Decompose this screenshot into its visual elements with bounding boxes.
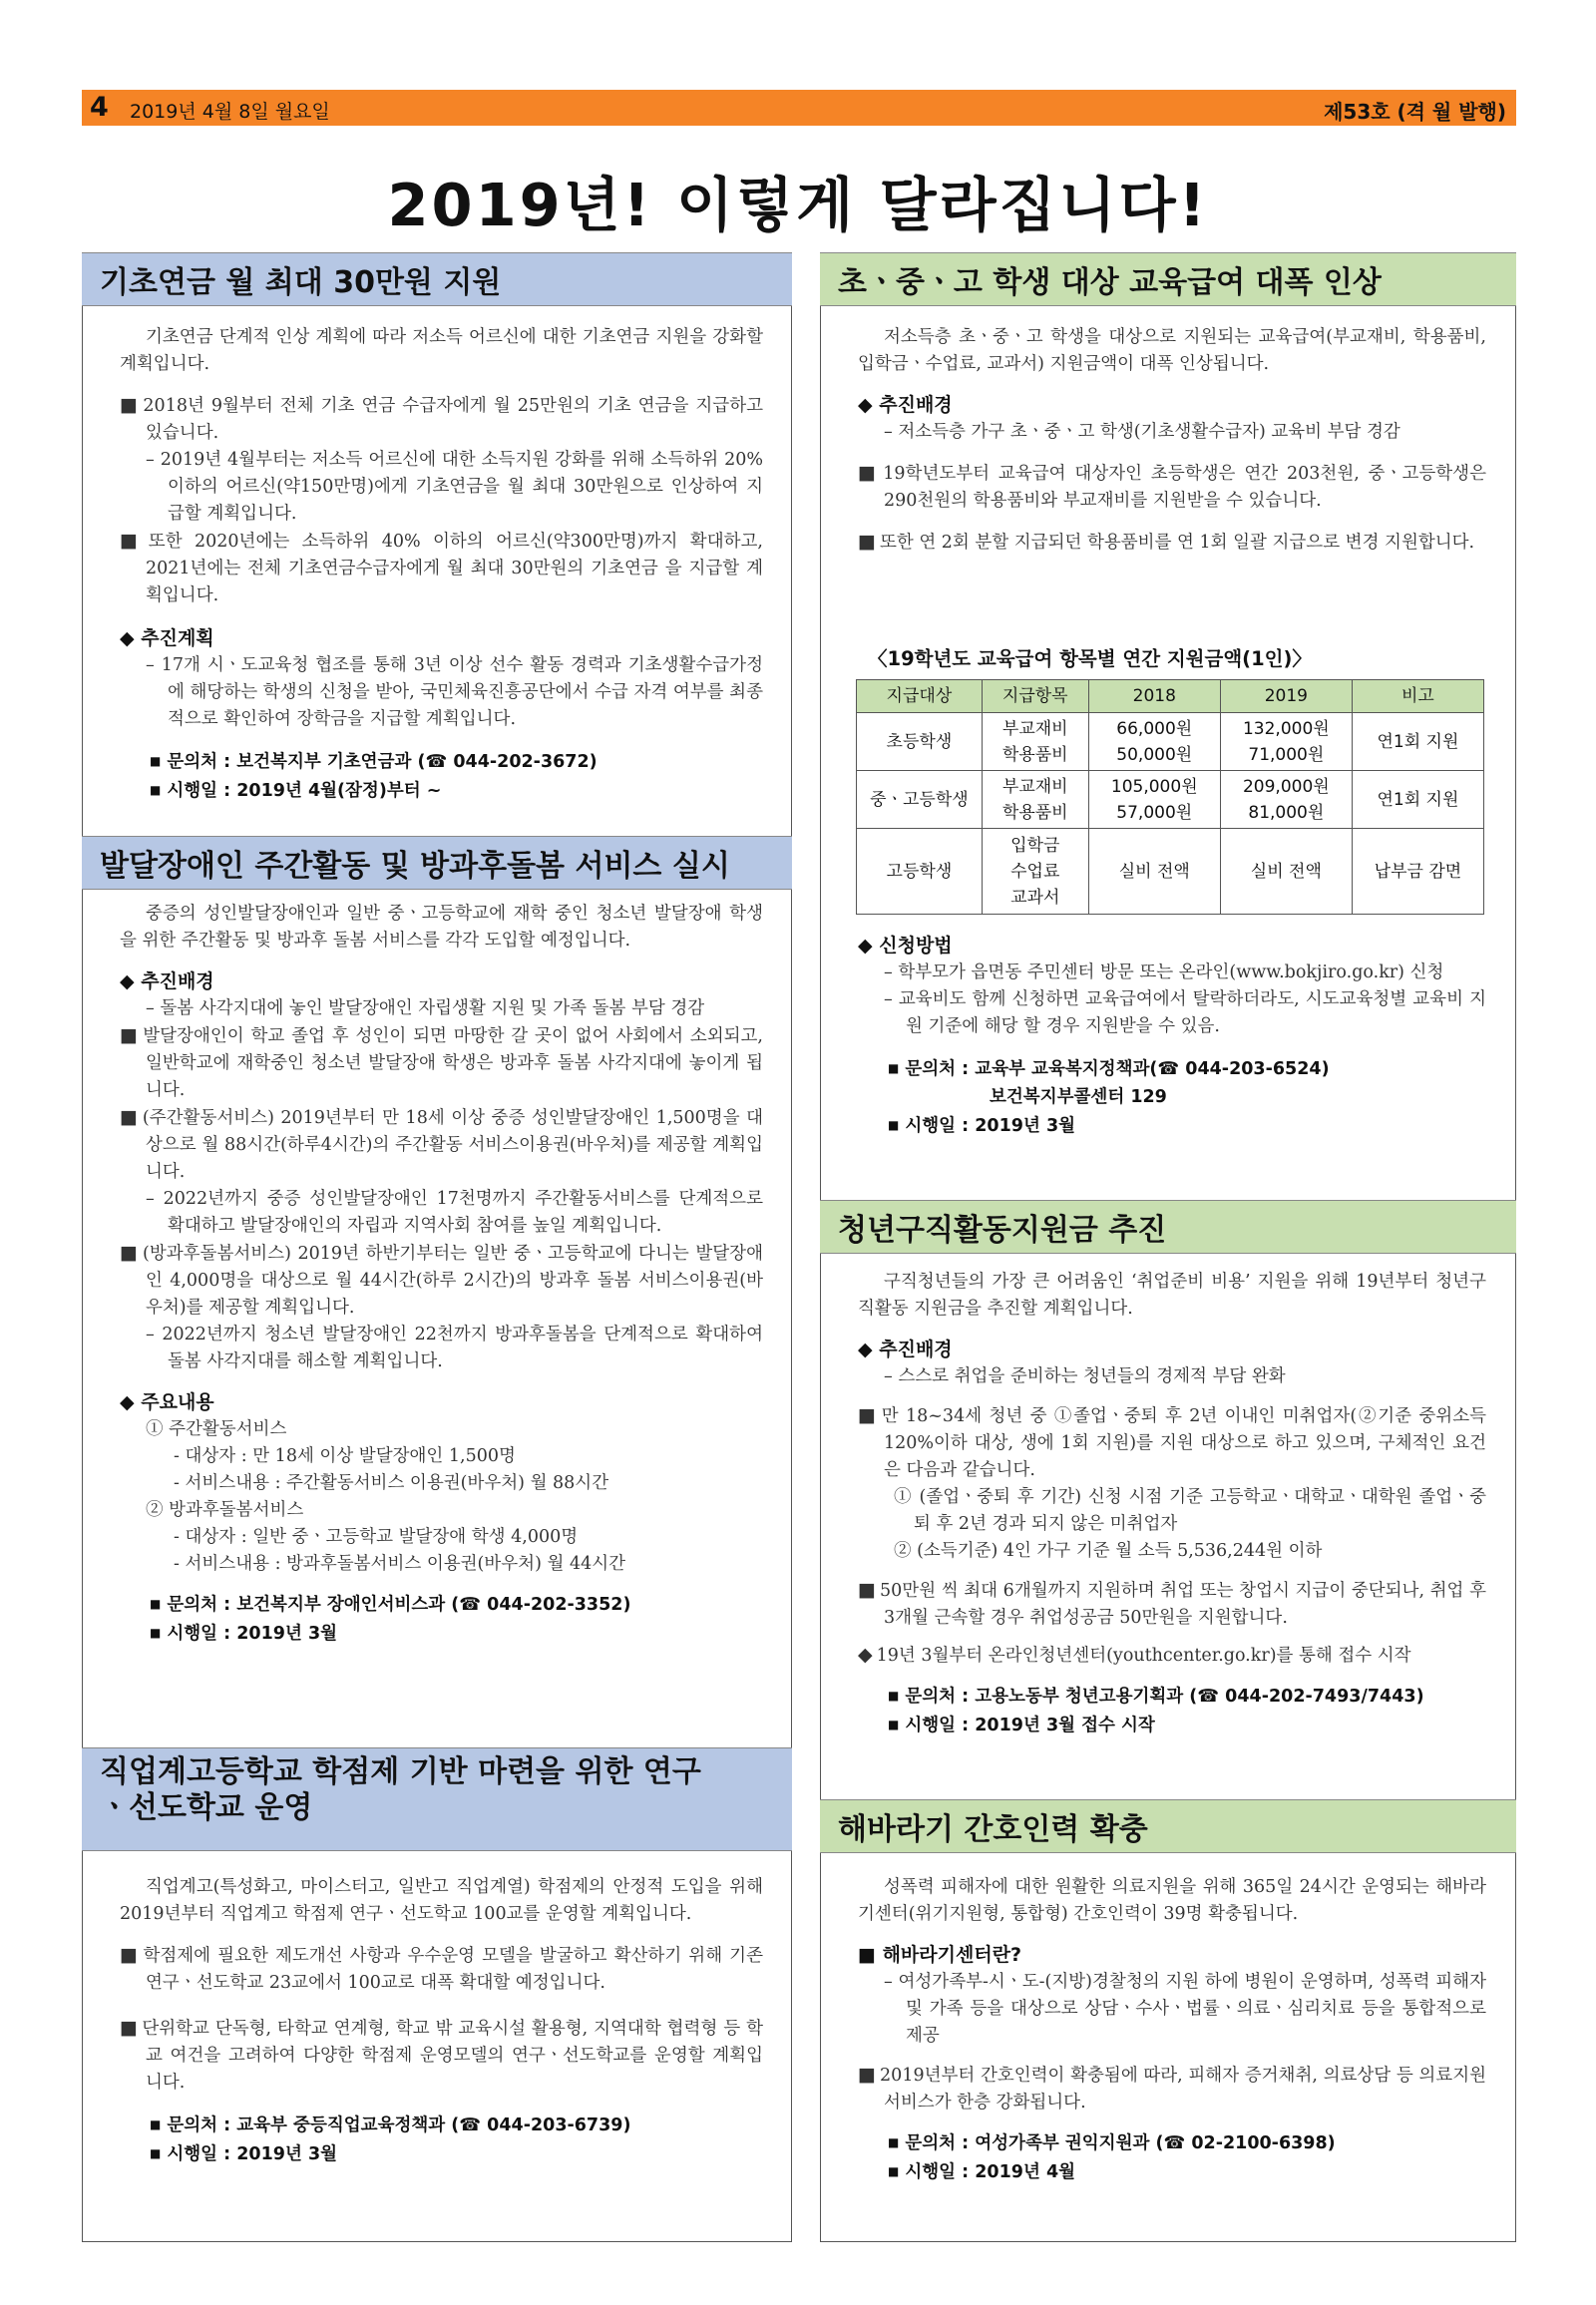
education-contact-2: 보건복지부콜센터 129 <box>990 1087 1167 1107</box>
sunflower-intro: 성폭력 피해자에 대한 원활한 의료지원을 위해 365일 24시간 운영되는 해바라기센터(위기지원형, 통합형) 간호인력이 39명 확충됩니다. <box>858 1877 1486 1924</box>
education-bullet-1: ■ 19학년도부터 교육급여 대상자인 초등학생은 연간 203천원, 중ㆍ고등학생은 290천원의 학용품비와 부교재비를 지원받을 수 있습니다. <box>858 462 1486 511</box>
page-header-bar <box>82 90 1516 126</box>
youth-bg-heading: ◆ 추진배경 <box>858 1339 953 1360</box>
vocational-bullet-2: ■ 단위학교 단독형, 타학교 연계형, 학교 밖 교육시설 활용형, 지역대학 협력형 등 학교 여건을 고려하여 다양한 학점제 운영모델의 연구ㆍ선도학교를 운영할 계획입니다. <box>120 2017 764 2093</box>
table-cell: 연1회 지원 <box>1352 713 1483 771</box>
table-caption: 〈19학년도 교육급여 항목별 연간 지원금액(1인)〉 <box>868 647 1312 670</box>
table-cell: 초등학생 <box>857 713 983 771</box>
section-title-sunflower: 해바라기 간호인력 확충 <box>820 1799 1516 1853</box>
disability-main-item-1: ① 주간활동서비스 <box>146 1419 287 1439</box>
pension-bullet-2: ■ 또한 2020년에는 소득하위 40% 이하의 어르신(약300만명)까지 확대하고, 2021년에는 전체 기초연금수급자에게 월 최대 30만원의 기초연금 을 지급할 계획입니다. <box>120 530 763 605</box>
education-intro: 저소득층 초ㆍ중ㆍ고 학생을 대상으로 지원되는 교육급여(부교재비, 학용품비, 입학금ㆍ수업료, 교과서) 지원금액이 대폭 인상됩니다. <box>858 327 1486 374</box>
sunflower-date: ■ 시행일 : 2019년 4월 <box>888 2162 1076 2182</box>
disability-main-item-1b: - 서비스내용 : 주간활동서비스 이용권(바우처) 월 88시간 <box>174 1473 609 1493</box>
pension-plan-heading: ◆ 추진계획 <box>120 627 214 649</box>
table-cell: 실비 전액 <box>1220 829 1352 915</box>
table-cell: 132,000원 71,000원 <box>1220 713 1352 771</box>
disability-main-item-2: ② 방과후돌봄서비스 <box>146 1500 304 1520</box>
vocational-intro: 직업계고(특성화고, 마이스터고, 일반고 직업계열) 학점제의 안정적 도입을 위해 2019년부터 직업계고 학점제 연구ㆍ선도학교 100교를 운영할 계획입니다. <box>120 1877 763 1924</box>
disability-main-item-2b: - 서비스내용 : 방과후돌봄서비스 이용권(바우처) 월 44시간 <box>174 1554 626 1574</box>
disability-section <box>120 901 763 1648</box>
disability-main-heading: ◆ 주요내용 <box>120 1391 214 1413</box>
youth-condition-1: ① (졸업ㆍ중퇴 후 기간) 신청 시점 기준 고등학교ㆍ대학교ㆍ대학원 졸업ㆍ중퇴 후 2년 경과 되지 않은 미취업자 <box>894 1487 1486 1534</box>
youth-date: ■ 시행일 : 2019년 3월 접수 시작 <box>888 1716 1155 1735</box>
education-benefit-table <box>856 679 1484 915</box>
table-cell: 209,000원 81,000원 <box>1220 771 1352 829</box>
table-row <box>857 771 1484 829</box>
sunflower-q-heading: ■ 해바라기센터란? <box>858 1944 1022 1966</box>
issue-number: 제53호 (격 월 발행) <box>1324 100 1506 124</box>
disability-main-item-1a: - 대상자 : 만 18세 이상 발달장애인 1,500명 <box>174 1446 516 1466</box>
youth-bullet-3: ◆ 19년 3월부터 온라인청년센터(youthcenter.go.kr)를 통해 접수 시작 <box>858 1644 1411 1666</box>
education-bg-heading: ◆ 추진배경 <box>858 394 953 416</box>
disability-contact: ■ 문의처 : 보건복지부 장애인서비스과 (☎ 044-202-3352) <box>150 1595 631 1615</box>
section-title-vocational <box>82 1747 792 1851</box>
table-cell: 105,000원 57,000원 <box>1088 771 1220 829</box>
vocational-title-line-1: 직업계고등학교 학점제 기반 마련을 위한 연구 <box>100 1754 701 1789</box>
youth-section <box>858 1269 1486 1739</box>
sunflower-section <box>858 1874 1486 2186</box>
pension-plan-text: – 17개 시ㆍ도교육청 협조를 통해 3년 이상 선수 활동 경력과 기초생활수급가정에 해당하는 학생의 신청을 받아, 국민체육진흥공단에서 수급 자격 여부를 최종적으로 확인하여 장학금을 지급할 계획입니다. <box>146 655 763 729</box>
main-title: 2019년! 이렇게 달라집니다! <box>387 171 1209 239</box>
table-header-cell: 지급대상 <box>857 680 983 713</box>
disability-intro: 중증의 성인발달장애인과 일반 중ㆍ고등학교에 재학 중인 청소년 발달장애 학생을 위한 주간활동 및 방과후 돌봄 서비스를 각각 도입할 예정입니다. <box>120 904 763 951</box>
sunflower-contact: ■ 문의처 : 여성가족부 권익지원과 (☎ 02-2100-6398) <box>888 2133 1336 2153</box>
vocational-bullet-1: ■ 학점제에 필요한 제도개선 사항과 우수운영 모델을 발굴하고 확산하기 위해 기존 연구ㆍ선도학교 23교에서 100교로 대폭 확대할 예정입니다. <box>120 1944 763 1993</box>
disability-bullet-1: ■ 발달장애인이 학교 졸업 후 성인이 되면 마땅한 갈 곳이 없어 사회에서 소외되고, 일반학교에 재학중인 청소년 발달장애 학생은 방과후 돌봄 사각지대에 놓이게 됩니다. <box>120 1024 763 1100</box>
youth-intro: 구직청년들의 가장 큰 어려움인 ‘취업준비 비용’ 지원을 위해 19년부터 청년구직활동 지원금을 추진할 계획입니다. <box>858 1272 1486 1319</box>
disability-bullet-3: ■ (방과후돌봄서비스) 2019년 하반기부터는 일반 중ㆍ고등학교에 다니는 발달장애인 4,000명을 대상으로 월 44시간(하루 2시간)의 방과후 돌봄 서비스이용권(바우처)를 제공할 계획입니다. <box>120 1242 763 1318</box>
table-header-cell: 비고 <box>1352 680 1483 713</box>
education-bullet-2: ■ 또한 연 2회 분할 지급되던 학용품비를 연 1회 일괄 지급으로 변경 지원합니다. <box>858 531 1475 553</box>
disability-bullet-2: ■ (주간활동서비스) 2019년부터 만 18세 이상 중증 성인발달장애인 1,500명을 대상으로 월 88시간(하루4시간)의 주간활동 서비스이용권(바우처)를 제공할 계획입니다. <box>120 1106 764 1182</box>
section-title-youth: 청년구직활동지원금 추진 <box>820 1200 1516 1254</box>
disability-date: ■ 시행일 : 2019년 3월 <box>150 1624 338 1644</box>
table-cell: 고등학생 <box>857 829 983 915</box>
pension-bullet-1-sub: – 2019년 4월부터는 저소득 어르신에 대한 소득지원 강화를 위해 소득하위 20% 이하의 어르신(약150만명)에게 기초연금을 월 최대 30만원으로 인상하여 지급할 계획입니다. <box>146 450 763 524</box>
table-cell: 부교재비 학용품비 <box>982 771 1088 829</box>
youth-bullet-2: ■ 50만원 씩 최대 6개월까지 지원하며 취업 또는 창업시 지급이 중단되나, 취업 후 3개월 근속할 경우 취업성공금 50만원을 지원합니다. <box>858 1579 1486 1628</box>
pension-date: ■ 시행일 : 2019년 4월(잠정)부터 ~ <box>150 781 442 801</box>
vocational-contact: ■ 문의처 : 교육부 중등직업교육정책과 (☎ 044-203-6739) <box>150 2115 631 2135</box>
disability-bg-text: – 돌봄 사각지대에 놓인 발달장애인 자립생활 지원 및 가족 돌봄 부담 경감 <box>146 998 705 1018</box>
table-header-row <box>857 680 1484 713</box>
table-header-cell: 지급항목 <box>982 680 1088 713</box>
youth-contact: ■ 문의처 : 고용노동부 청년고용기획과 (☎ 044-202-7493/7443) <box>888 1687 1424 1707</box>
education-date: ■ 시행일 : 2019년 3월 <box>888 1116 1076 1136</box>
education-apply-1: – 학부모가 읍면동 주민센터 방문 또는 온라인(www.bokjiro.go.kr) 신청 <box>884 962 1444 982</box>
education-contact: ■ 문의처 : 교육부 교육복지정책과(☎ 044-203-6524) <box>888 1059 1330 1079</box>
education-section <box>858 324 1486 557</box>
page-number: 4 <box>90 92 109 123</box>
table-cell: 납부금 감면 <box>1352 829 1483 915</box>
pension-section <box>120 324 763 805</box>
vocational-section <box>120 1874 763 2168</box>
pension-bullet-1: ■ 2018년 9월부터 전체 기초 연금 수급자에게 월 25만원의 기초 연금을 지급하고 있습니다. <box>120 394 763 443</box>
disability-bullet-2-sub: – 2022년까지 중증 성인발달장애인 17천명까지 주간활동서비스를 단계적으로 확대하고 발달장애인의 자립과 지역사회 참여를 높일 계획입니다. <box>146 1189 763 1236</box>
vocational-title-line-2: ㆍ선도학교 운영 <box>100 1790 313 1825</box>
pension-intro: 기초연금 단계적 인상 계획에 따라 저소득 어르신에 대한 기초연금 지원을 강화할 계획입니다. <box>120 327 763 374</box>
disability-bg-heading: ◆ 추진배경 <box>120 970 214 992</box>
section-title-pension: 기초연금 월 최대 30만원 지원 <box>82 252 792 306</box>
table-cell: 연1회 지원 <box>1352 771 1483 829</box>
education-apply-heading: ◆ 신청방법 <box>858 935 953 957</box>
youth-bg-text: – 스스로 취업을 준비하는 청년들의 경제적 부담 완화 <box>884 1366 1286 1386</box>
sunflower-q-text: – 여성가족부-시ㆍ도-(지방)경찰청의 지원 하에 병원이 운영하며, 성폭력 피해자 및 가족 등을 대상으로 상담ㆍ수사ㆍ법률ㆍ의료ㆍ심리치료 등을 통합적으로 제공 <box>884 1972 1486 2046</box>
table-cell: 66,000원 50,000원 <box>1088 713 1220 771</box>
table-cell: 입학금 수업료 교과서 <box>982 829 1088 915</box>
table-cell: 실비 전액 <box>1088 829 1220 915</box>
disability-bullet-3-sub: – 2022년까지 청소년 발달장애인 22천까지 방과후돌봄을 단계적으로 확대하여 돌봄 사각지대를 해소할 계획입니다. <box>146 1325 763 1371</box>
education-bg-text: – 저소득층 가구 초ㆍ중ㆍ고 학생(기초생활수급자) 교육비 부담 경감 <box>884 422 1400 442</box>
table-row <box>857 713 1484 771</box>
table-row <box>857 829 1484 915</box>
youth-condition-2: ② (소득기준) 4인 가구 기준 월 소득 5,536,244원 이하 <box>894 1541 1323 1561</box>
education-apply-2: – 교육비도 함께 신청하면 교육급여에서 탈락하더라도, 시도교육청별 교육비 지원 기준에 해당 할 경우 지원받을 수 있음. <box>884 989 1486 1036</box>
section-title-education: 초ㆍ중ㆍ고 학생 대상 교육급여 대폭 인상 <box>820 252 1516 306</box>
table-cell: 부교재비 학용품비 <box>982 713 1088 771</box>
disability-main-item-2a: - 대상자 : 일반 중ㆍ고등학교 발달장애 학생 4,000명 <box>174 1527 579 1547</box>
table-header-cell: 2019 <box>1220 680 1352 713</box>
table-cell: 중ㆍ고등학생 <box>857 771 983 829</box>
sunflower-bullet-1: ■ 2019년부터 간호인력이 확충됨에 따라, 피해자 증거채취, 의료상담 등 의료지원 서비스가 한층 강화됩니다. <box>858 2064 1487 2113</box>
pension-contact: ■ 문의처 : 보건복지부 기초연금과 (☎ 044-202-3672) <box>150 752 598 772</box>
education-apply-section <box>858 933 1486 1140</box>
section-title-disability: 발달장애인 주간활동 및 방과후돌봄 서비스 실시 <box>82 836 792 890</box>
publication-date: 2019년 4월 8일 월요일 <box>130 101 330 123</box>
vocational-date: ■ 시행일 : 2019년 3월 <box>150 2144 338 2164</box>
table-header-cell: 2018 <box>1088 680 1220 713</box>
youth-bullet-1: ■ 만 18~34세 청년 중 ①졸업ㆍ중퇴 후 2년 이내인 미취업자(②기준 중위소득 120%이하 대상, 생에 1회 지원)를 지원 대상으로 하고 있으며, 구체적인 요건은 다음과 같습니다. <box>858 1404 1487 1480</box>
